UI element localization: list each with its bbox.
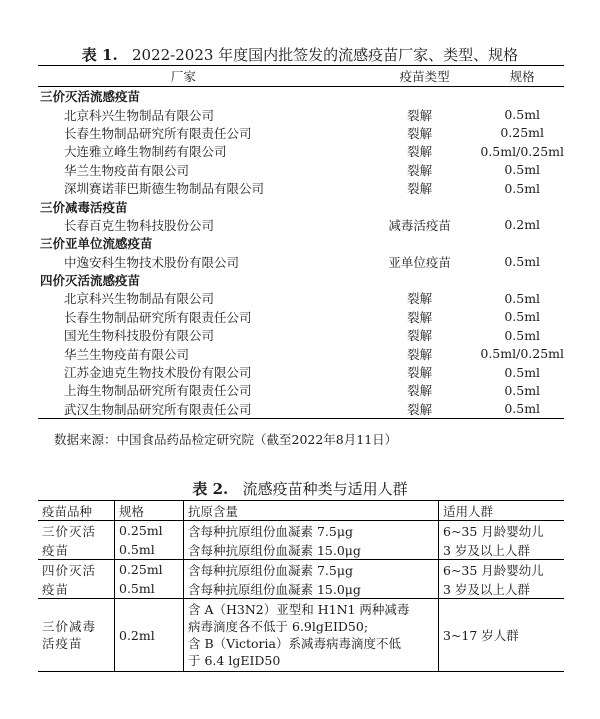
spec-cell: 0.2ml bbox=[115, 599, 184, 672]
population-cell: 6~35 月龄婴幼儿 bbox=[439, 560, 565, 580]
spec-cell: 0.5ml bbox=[504, 107, 541, 123]
type-cell: 裂解 bbox=[407, 291, 433, 307]
spec-cell: 0.5ml bbox=[504, 290, 541, 306]
spec-cell: 0.25ml bbox=[500, 125, 545, 141]
table-row bbox=[38, 579, 564, 599]
population-cell: 3 岁及以上人群 bbox=[439, 579, 565, 599]
category-label: 三价灭活流感疫苗 bbox=[40, 89, 141, 105]
spec-cell: 0.5ml bbox=[504, 309, 541, 325]
manufacturer-cell: 大连雅立峰生物制药有限公司 bbox=[64, 144, 227, 160]
vaccine-name-line: 三价减毒 bbox=[42, 619, 97, 634]
type-cell: 亚单位疫苗 bbox=[388, 254, 451, 270]
table-row bbox=[38, 326, 564, 344]
manufacturer-cell: 长春百克生物科技股份公司 bbox=[64, 217, 215, 233]
type-cell: 裂解 bbox=[407, 107, 433, 123]
table-row bbox=[38, 540, 564, 560]
antigen-cell: 含每种抗原组份血凝素 15.0μg bbox=[184, 579, 439, 599]
table-row bbox=[38, 216, 564, 234]
manufacturer-cell: 上海生物制品研究所有限责任公司 bbox=[64, 383, 252, 399]
type-cell: 裂解 bbox=[407, 309, 433, 325]
manufacturer-cell: 北京科兴生物制品有限公司 bbox=[64, 291, 215, 307]
vaccine-name-line: 活疫苗 bbox=[42, 636, 83, 651]
antigen-cell: 含每种抗原组份血凝素 15.0μg bbox=[184, 540, 439, 560]
spec-cell: 0.5ml/0.25ml bbox=[480, 346, 564, 362]
spec-cell: 0.5ml bbox=[504, 180, 541, 196]
table1-title bbox=[0, 44, 600, 65]
table1-title-text: 2022-2023 年度国内批签发的流感疫苗厂家、类型、规格 bbox=[132, 46, 519, 64]
type-cell: 裂解 bbox=[407, 125, 433, 141]
spec-cell: 0.5ml bbox=[504, 364, 541, 380]
spec-cell: 0.5ml bbox=[504, 162, 541, 178]
table-row bbox=[38, 521, 564, 541]
category-label: 三价减毒活疫苗 bbox=[40, 199, 128, 215]
spec-cell: 0.5ml bbox=[480, 400, 564, 419]
table1 bbox=[38, 65, 564, 419]
table-row bbox=[38, 560, 564, 580]
header-spec: 规格 bbox=[115, 501, 184, 521]
antigen-line: 病毒滴度各不低于 6.9lgEID50; bbox=[188, 619, 369, 634]
table-row bbox=[38, 400, 564, 419]
manufacturer-cell: 长春生物制品研究所有限责任公司 bbox=[64, 125, 252, 141]
vaccine-name bbox=[38, 599, 115, 672]
spec-cell: 0.25ml bbox=[115, 560, 184, 580]
type-cell: 裂解 bbox=[407, 383, 433, 399]
spec-cell: 0.5ml bbox=[115, 540, 184, 560]
header-spec: 规格 bbox=[480, 66, 564, 87]
table-row bbox=[38, 142, 564, 160]
manufacturer-cell: 国光生物科技股份有限公司 bbox=[64, 328, 215, 344]
population-cell: 3 岁及以上人群 bbox=[439, 540, 565, 560]
category-label: 四价灭活流感疫苗 bbox=[40, 273, 141, 289]
header-antigen: 抗原含量 bbox=[184, 501, 439, 521]
type-cell: 裂解 bbox=[407, 162, 433, 178]
antigen-line: 含 A（H3N2）亚型和 H1N1 两种减毒 bbox=[188, 602, 410, 617]
manufacturer-cell: 中逸安科生物技术股份有限公司 bbox=[64, 254, 240, 270]
table2 bbox=[38, 500, 564, 672]
spec-cell: 0.25ml bbox=[115, 521, 184, 541]
table-row bbox=[38, 308, 564, 326]
header-vaccine-type: 疫苗类型 bbox=[329, 66, 481, 87]
table-row bbox=[38, 599, 564, 672]
manufacturer-cell: 长春生物制品研究所有限责任公司 bbox=[64, 309, 252, 325]
population-cell: 6~35 月龄婴幼儿 bbox=[439, 521, 565, 541]
table-row bbox=[38, 344, 564, 362]
table-row bbox=[38, 253, 564, 271]
spec-cell: 0.5ml/0.25ml bbox=[480, 143, 564, 159]
antigen-cell: 含每种抗原组份血凝素 7.5μg bbox=[184, 521, 439, 541]
spec-cell: 0.5ml bbox=[504, 254, 541, 270]
header-vaccine-variety: 疫苗品种 bbox=[38, 501, 115, 521]
spec-cell: 0.5ml bbox=[504, 327, 541, 343]
table2-header-row bbox=[38, 501, 564, 521]
antigen-line: 含 B（Victoria）系减毒病毒滴度不低 bbox=[188, 636, 401, 651]
antigen-line: 于 6.4 lgEID50 bbox=[188, 653, 281, 668]
type-cell: 裂解 bbox=[407, 181, 433, 197]
table2-title-text: 流感疫苗种类与适用人群 bbox=[242, 480, 408, 498]
table-row bbox=[38, 161, 564, 179]
type-cell: 减毒活疫苗 bbox=[388, 217, 451, 233]
category-label: 三价亚单位流感疫苗 bbox=[40, 236, 153, 252]
table1-header-row bbox=[38, 66, 564, 87]
vaccine-name: 疫苗 bbox=[38, 540, 115, 560]
vaccine-name: 四价灭活 bbox=[42, 562, 97, 578]
antigen-cell bbox=[184, 599, 439, 672]
spec-cell: 0.2ml bbox=[504, 217, 541, 233]
table1-body bbox=[38, 87, 564, 419]
manufacturer-cell: 武汉生物制品研究所有限责任公司 bbox=[38, 400, 329, 419]
data-source-note: 数据来源：中国食品药品检定研究院（截至2022年8月11日） bbox=[54, 432, 398, 447]
category-row bbox=[38, 197, 564, 215]
table2-label: 表 2. bbox=[192, 480, 229, 498]
table-row bbox=[38, 381, 564, 399]
type-cell: 裂解 bbox=[407, 144, 433, 160]
type-cell: 裂解 bbox=[407, 328, 433, 344]
table-row bbox=[38, 363, 564, 381]
category-row bbox=[38, 234, 564, 252]
antigen-cell: 含每种抗原组份血凝素 7.5μg bbox=[184, 560, 439, 580]
header-population: 适用人群 bbox=[439, 501, 565, 521]
table-row bbox=[38, 105, 564, 123]
table1-label: 表 1. bbox=[81, 46, 118, 64]
type-cell: 裂解 bbox=[329, 400, 481, 419]
spec-cell: 0.5ml bbox=[504, 382, 541, 398]
manufacturer-cell: 深圳赛诺菲巴斯德生物制品有限公司 bbox=[64, 181, 265, 197]
population-cell: 3~17 岁人群 bbox=[439, 599, 565, 672]
category-row bbox=[38, 271, 564, 289]
manufacturer-cell: 北京科兴生物制品有限公司 bbox=[64, 107, 215, 123]
table-row bbox=[38, 289, 564, 307]
spec-cell: 0.5ml bbox=[115, 579, 184, 599]
table-row bbox=[38, 124, 564, 142]
manufacturer-cell: 华兰生物疫苗有限公司 bbox=[64, 346, 190, 362]
table2-title bbox=[0, 478, 600, 499]
type-cell: 裂解 bbox=[407, 365, 433, 381]
vaccine-name: 疫苗 bbox=[38, 579, 115, 599]
manufacturer-cell: 华兰生物疫苗有限公司 bbox=[64, 162, 190, 178]
vaccine-name: 三价灭活 bbox=[42, 523, 97, 539]
category-row bbox=[38, 87, 564, 106]
type-cell: 裂解 bbox=[407, 346, 433, 362]
manufacturer-cell: 江苏金迪克生物技术股份有限公司 bbox=[64, 365, 252, 381]
table-row bbox=[38, 179, 564, 197]
header-manufacturer: 厂家 bbox=[38, 66, 329, 87]
